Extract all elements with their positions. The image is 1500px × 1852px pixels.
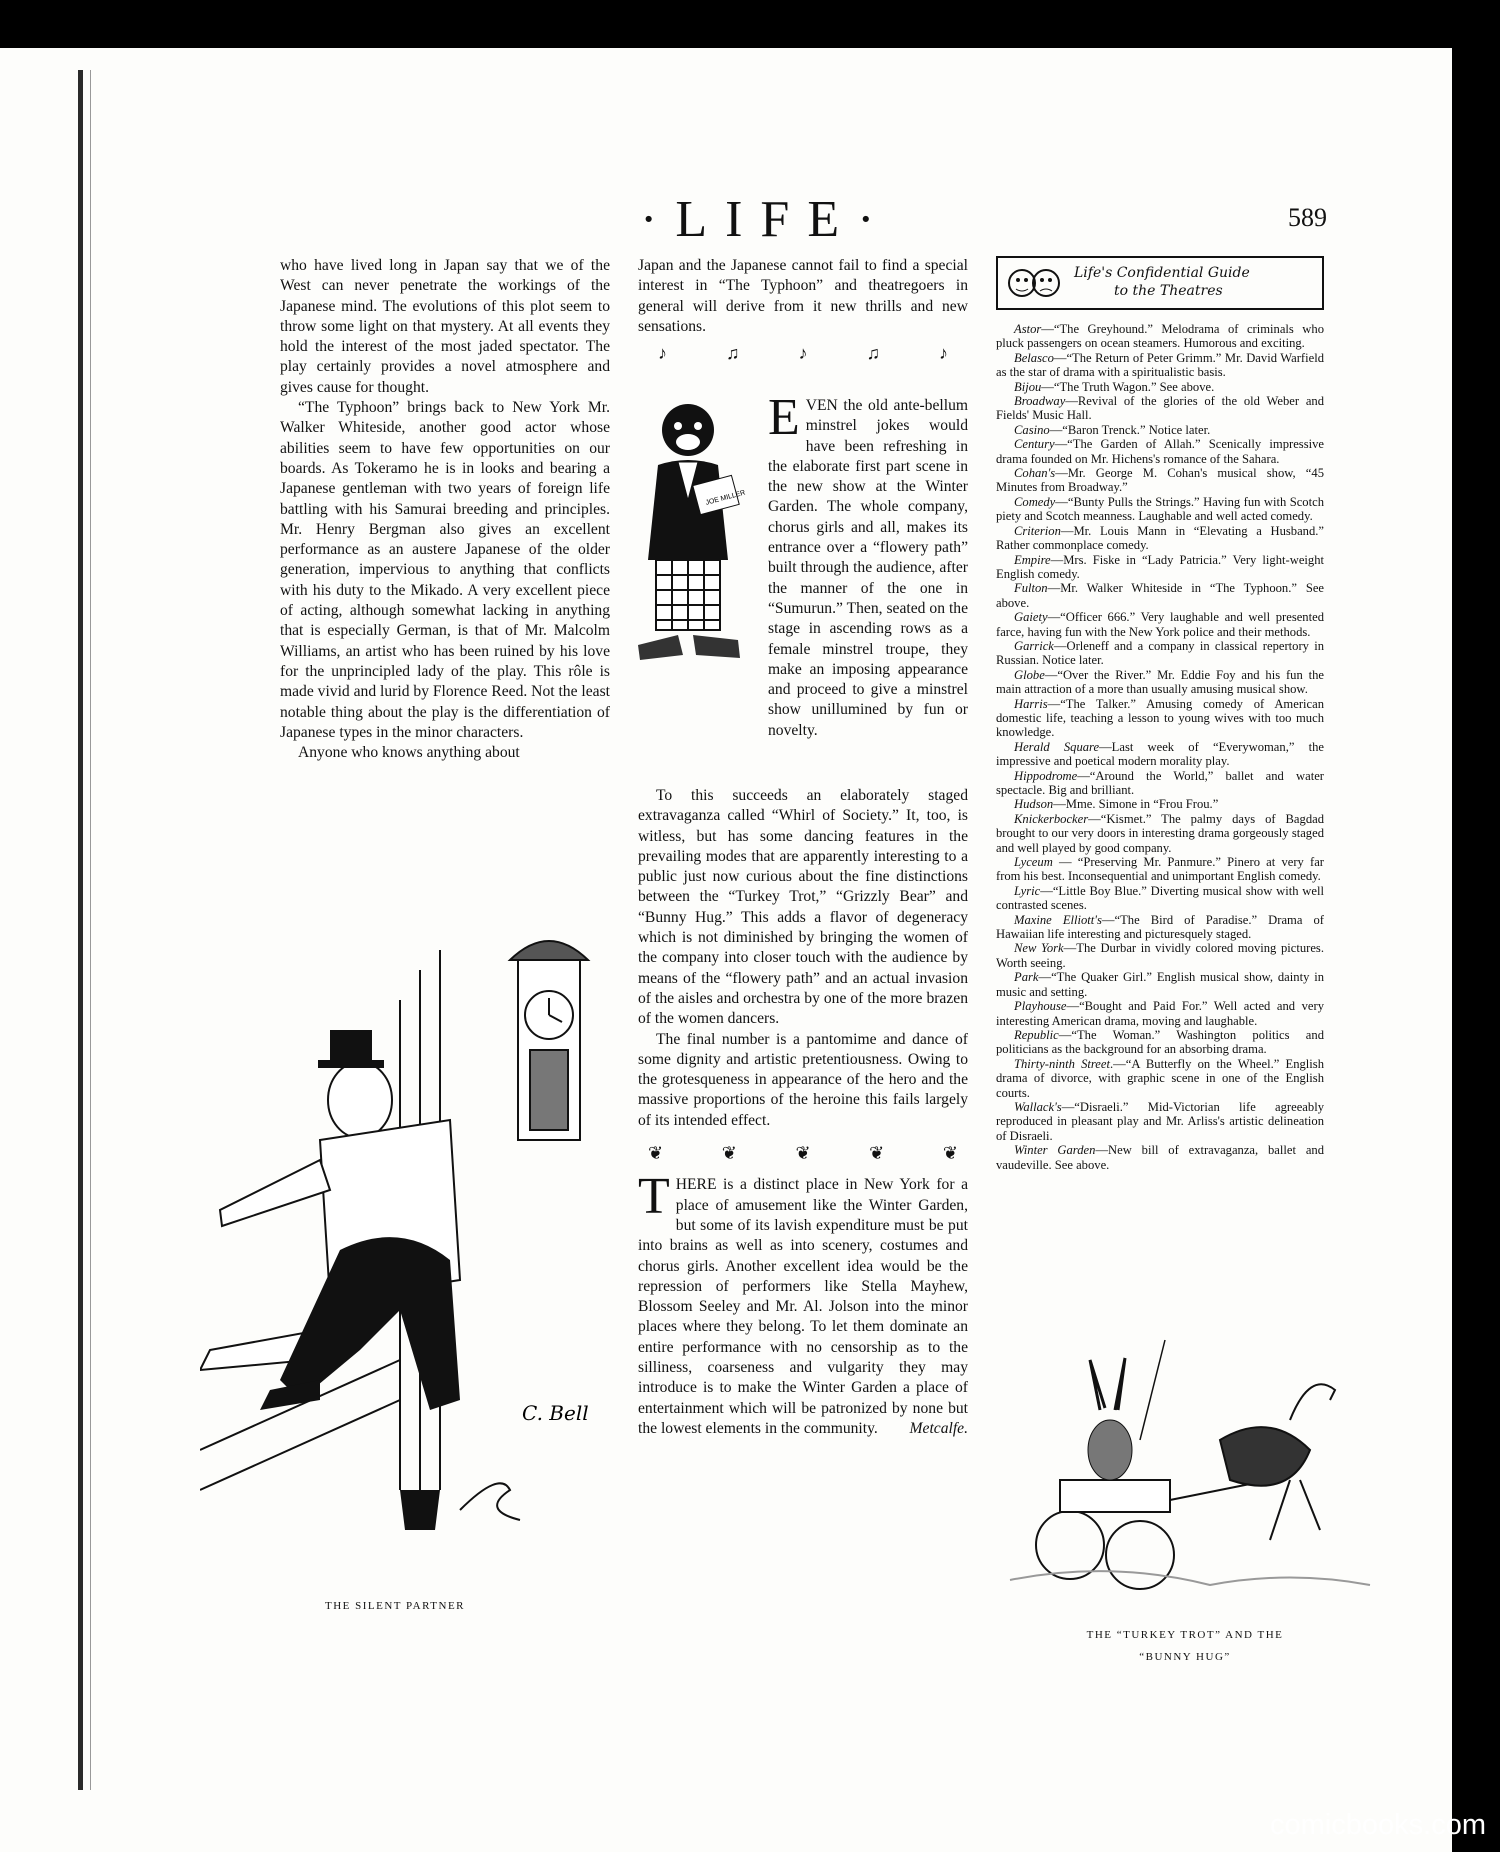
guide-entry-text: .—“A Butterfly on the Wheel.” English drama of divorce, with graphic scene in one of the English courts. — [996, 1056, 1324, 1100]
guide-entry-text: —“Officer 666.” Very laughable and well presented farce, having fun with the New York police and their methods. — [996, 610, 1324, 639]
col2-paragraph-there-text: HERE is a distinct place in New York for a place of amusement like the Winter Garden, but some of its lavish expenditure must be put into brains as well as into scenery, costumes and chorus girls. Another excellent idea would be the repression of performers like Stella Mayhew, Blossom Seeley and Mr. Al. Jolson into the minor places where they belong. To let them dominate an entire performance with no censorship as to the silliness, coarseness and vulgarity they may introduce is to make the Winter Garden a place of entertainment which will be patronized by none but the lowest elements in the community. — [638, 1176, 968, 1437]
guide-entry-theatre: Empire — [1014, 552, 1051, 567]
guide-entry-text: —“Bought and Paid For.” Well acted and very interesting American drama, moving and laughable. — [996, 999, 1324, 1028]
guide-entry-theatre: Harris — [1014, 696, 1048, 711]
guide-title-line-1: Life's Confidential Guide — [1074, 265, 1250, 281]
guide-entry-text: —“The Bird of Paradise.” Drama of Hawaiian life interesting and picturesquely staged. — [996, 912, 1324, 942]
caption-turkey-trot-line-1: THE “TURKEY TROT” AND THE — [1086, 1629, 1284, 1641]
column-2-top — [638, 256, 968, 369]
guide-entry-theatre: Lyceum — [1014, 855, 1053, 870]
fleuron-icon: ❦ — [869, 1143, 885, 1164]
music-note-icon: ♪ — [939, 343, 948, 364]
guide-entry-text: —Mr. Walker Whiteside in “The Typhoon.” See above. — [996, 581, 1324, 610]
guide-entry-text: —“Little Boy Blue.” Diverting musical show with well contrasted scenes. — [996, 883, 1324, 913]
guide-entry — [996, 524, 1324, 553]
guide-entry-text: —“Disraeli.” Mid-Victorian life agreeably reproduced in pleasant play and Mr. Arliss's artistic delineation of Disraeli. — [996, 1099, 1324, 1143]
fleuron-icon: ❦ — [648, 1143, 664, 1164]
guide-entry — [996, 941, 1324, 970]
guide-entry-theatre: Herald Square — [1014, 739, 1100, 754]
turkey-trot-illustration — [990, 1330, 1380, 1600]
guide-entry — [996, 1100, 1324, 1143]
guide-entry-text: —Mrs. Fiske in “Lady Patricia.” Very light-weight English comedy. — [996, 552, 1324, 581]
guide-entry — [996, 437, 1324, 466]
col2-paragraph-pantomime: The final number is a pantomime and dance of some dignity and artistic pretentiousness. Owing to the grotesqueness in appearance of the hero and the massive proportions of the heroine this fails largely of its intended effect. — [638, 1030, 968, 1129]
guide-entry-theatre: Wallack's — [1014, 1099, 1062, 1114]
guide-entry-text: — “Preserving Mr. Panmure.” Pinero at very far from his best. Inconsequential and unimportant English comedy. — [996, 855, 1324, 884]
guide-entry — [996, 970, 1324, 999]
guide-entry-theatre: Broadway — [1014, 394, 1066, 409]
guide-entry-theatre: Park — [1014, 970, 1039, 985]
guide-entry — [996, 740, 1324, 769]
guide-entry-theatre: Lyric — [1014, 883, 1041, 898]
guide-entry-text: —“The Talker.” Amusing comedy of American domestic life, teaching a lesson to young wives with too much knowledge. — [996, 696, 1324, 740]
page-spine — [78, 70, 83, 1790]
guide-entry — [996, 1057, 1324, 1100]
ornament-row-1 — [638, 337, 968, 369]
guide-entry — [996, 610, 1324, 639]
guide-entry — [996, 394, 1324, 423]
guide-entry-text: —Mr. George M. Cohan's musical show, “45 Minutes from Broadway.” — [996, 466, 1324, 495]
guide-entry-theatre: Knickerbocker — [1014, 811, 1089, 826]
guide-entry-theatre: Fulton — [1014, 581, 1048, 596]
col2-paragraph-japan: Japan and the Japanese cannot fail to find a special interest in “The Typhoon” and theatregoers in general will derive from it new thrills and new sensations. — [638, 257, 968, 335]
guide-entry — [996, 639, 1324, 668]
page-number: 589 — [1288, 203, 1327, 232]
fleuron-icon: ❦ — [942, 1143, 958, 1164]
guide-entry — [996, 769, 1324, 798]
masthead: ·LIFE· — [640, 191, 893, 248]
author-signature: Metcalfe. — [909, 1419, 968, 1437]
guide-entry-theatre: Thirty-ninth Street — [1014, 1056, 1110, 1071]
guide-entry-theatre: Comedy — [1014, 494, 1056, 509]
guide-entry-theatre: Criterion — [1014, 523, 1061, 538]
guide-entry-text: —“The Greyhound.” Melodrama of criminals who pluck passengers on ocean steamers. Humorous and exciting. — [996, 322, 1324, 351]
guide-entry — [996, 812, 1324, 855]
guide-entry — [996, 380, 1324, 394]
guide-entry-theatre: Playhouse — [1014, 999, 1067, 1014]
guide-entry-theatre: New York — [1014, 941, 1064, 956]
guide-entry — [996, 1143, 1324, 1172]
guide-entry-theatre: Hudson — [1014, 797, 1054, 812]
music-note-icon: ♫ — [726, 343, 740, 364]
guide-entry-text: —“The Quaker Girl.” English musical show, dainty in music and setting. — [996, 970, 1324, 999]
guide-entry-text: —Mme. Simone in “Frou Frou.” — [1053, 797, 1219, 812]
guide-entry-theatre: Gaiety — [1014, 610, 1048, 625]
guide-entry-theatre: Belasco — [1014, 350, 1054, 365]
guide-entry — [996, 855, 1324, 884]
guide-entry-text: —Orleneff and a company in classical repertory in Russian. Notice later. — [996, 638, 1324, 668]
drop-cap-e: E — [768, 389, 800, 446]
guide-entry-theatre: Bijou — [1014, 379, 1042, 394]
col2-paragraph-whirl: To this succeeds an elaborately staged extravaganza called “Whirl of Society.” It, too, is witless, but has some dancing features in the prevailing modes that are apparently interesting to a public just now curious about the fine distinctions between the “Turkey Trot,” “Grizzly Bear” and “Bunny Hug.” This adds a flavor of degeneracy which is not diminished by bringing the women of the company into closer touch with the audience by means of the “flowery path” and an actual invasion of the aisles and orchestra by one of the more brazen of the women dancers. — [638, 787, 968, 1028]
guide-entry-theatre: Maxine Elliott's — [1014, 912, 1102, 927]
col2-paragraph-even: VEN the old ante-bellum minstrel jokes would have been refreshing in the elaborate first part scene in the new show at the Winter Garden. The whole company, chorus girls and all, makes its entrance over a “flowery path” built through the audience, after the manner of the one in “Sumurun.” Then, seated on the stage in ascending rows as a female minstrel troupe, they make an imposing appearance and proceed to give a minstrel show unillumined by fun or novelty. — [768, 397, 968, 739]
guide-header — [996, 256, 1324, 310]
guide-entry-text: —New bill of extravaganza, ballet and vaudeville. See above. — [996, 1143, 1324, 1172]
guide-entry-text: —“The Return of Peter Grimm.” Mr. David Warfield as the star of drama with a spiritualistic basis. — [996, 350, 1324, 380]
guide-entry-theatre: Winter Garden — [1014, 1143, 1096, 1158]
music-note-icon: ♪ — [798, 343, 808, 364]
guide-title — [1074, 264, 1250, 300]
guide-entry-text: —Revival of the glories of the old Weber and Fields' Music Hall. — [996, 394, 1324, 423]
guide-entry-text: —“Around the World,” ballet and water spectacle. Big and brilliant. — [996, 768, 1324, 797]
column-1 — [280, 256, 610, 763]
even-paragraph-wrap — [768, 389, 968, 741]
guide-entry-text: —“Kismet.” The palmy days of Bagdad brought to our very doors in interesting drama gorgeously staged and well played by good company. — [996, 811, 1324, 855]
guide-list — [996, 322, 1324, 1172]
guide-entry-theatre: Hippodrome — [1014, 768, 1078, 783]
caption-silent-partner: THE SILENT PARTNER — [324, 1600, 465, 1612]
guide-entry-theatre: Astor — [1014, 322, 1042, 336]
guide-entry — [996, 697, 1324, 740]
guide-entry-text: —“The Truth Wagon.” See above. — [1041, 379, 1215, 394]
book-label: JOE MILLER — [704, 489, 747, 507]
guide-entry-text: —“Over the River.” Mr. Eddie Foy and his fun the main attraction of a more than usually amusing musical show. — [996, 667, 1324, 697]
guide-entry — [996, 553, 1324, 582]
column-2-minstrel-text — [638, 389, 968, 741]
guide-entry-text: —“The Woman.” Washington politics and politicians as the background for an absorbing drama. — [996, 1027, 1324, 1057]
column-2-body — [638, 786, 968, 1439]
page-spine-line — [90, 70, 91, 1790]
guide-entry-theatre: Cohan's — [1014, 466, 1056, 481]
col2-paragraph-there — [638, 1168, 968, 1439]
fleuron-icon: ❦ — [795, 1143, 811, 1164]
guide-entry-theatre: Century — [1014, 437, 1055, 452]
fleuron-icon: ❦ — [721, 1143, 737, 1164]
guide-entry — [996, 1028, 1324, 1057]
guide-entry-theatre: Globe — [1014, 667, 1045, 682]
guide-entry — [996, 495, 1324, 524]
guide-entry-text: —“Bunty Pulls the Strings.” Having fun with Scotch piety and Scotch meanness. Laughable and well acted comedy. — [996, 494, 1324, 524]
guide-entry-text: —“The Garden of Allah.” Scenically impressive drama founded on Mr. Hichens's romance of the Sahara. — [996, 437, 1324, 466]
guide-entry — [996, 913, 1324, 942]
guide-entry — [996, 466, 1324, 495]
drop-cap-t: T — [638, 1168, 670, 1226]
guide-title-line-2: to the Theatres — [1114, 283, 1223, 299]
col1-paragraph-1: who have lived long in Japan say that we of the West can never penetrate the workings of the Japanese mind. The evolutions of this plot seem to throw some light on that mystery. At all events they hold the interest of the most jaded spectator. The play certainly provides a novel atmosphere and gives cause for thought. — [280, 257, 610, 396]
silent-partner-illustration — [200, 930, 620, 1570]
guide-entry-text: —Mr. Louis Mann in “Elevating a Husband.” Rather commonplace comedy. — [996, 523, 1324, 553]
guide-entry-text: —Last week of “Everywoman,” the impressive and poetical modern morality play. — [996, 739, 1324, 769]
col1-paragraph-2: “The Typhoon” brings back to New York Mr. Walker Whiteside, another good actor whose abilities seem to have few opportunities on our boards. As Tokeramo he is in looks and bearing a Japanese gentleman with two years of foreign life battling with his Samurai breeding and principles. Mr. Henry Bergman also gives an excellent performance as an austere Japanese of the older generation, impervious to anything that conflicts with his duty to the Mikado. A very excellent piece of acting, although somewhat lacking in anything that is especially German, is that of Mr. Malcolm Williams, an artist who has been ruined by his love for the unprincipled lady of the play. This rôle is made vivid and lurid by Florence Reed. Not the least notable thing about the play is the differentiation of Japanese types in the minor characters. — [280, 399, 610, 741]
guide-entry — [996, 351, 1324, 380]
guide-entry-theatre: Casino — [1014, 422, 1050, 437]
theatre-guide — [996, 256, 1324, 1172]
guide-entry-theatre: Garrick — [1014, 638, 1054, 653]
col1-paragraph-3: Anyone who knows anything about — [298, 744, 520, 762]
guide-entry — [996, 581, 1324, 610]
guide-entry — [996, 797, 1324, 811]
guide-entry — [996, 999, 1324, 1028]
guide-entry-text: —“Baron Trenck.” Notice later. — [1049, 422, 1211, 437]
caption-turkey-trot — [990, 1624, 1380, 1668]
caption-turkey-trot-line-2: “BUNNY HUG” — [1139, 1651, 1231, 1663]
guide-entry — [996, 322, 1324, 351]
guide-entry — [996, 668, 1324, 697]
artist-signature: C. Bell — [522, 1401, 589, 1425]
guide-entry — [996, 423, 1324, 437]
watermark: comicbooks.com — [1270, 1809, 1486, 1841]
guide-entry-theatre: Republic — [1014, 1027, 1059, 1042]
masks-icon — [1004, 264, 1064, 302]
guide-entry-text: —The Durbar in vividly colored moving pictures. Worth seeing. — [996, 941, 1324, 970]
guide-entry — [996, 884, 1324, 913]
ornament-row-2 — [638, 1131, 968, 1175]
music-note-icon: ♫ — [866, 343, 880, 364]
music-note-icon: ♪ — [658, 343, 667, 364]
